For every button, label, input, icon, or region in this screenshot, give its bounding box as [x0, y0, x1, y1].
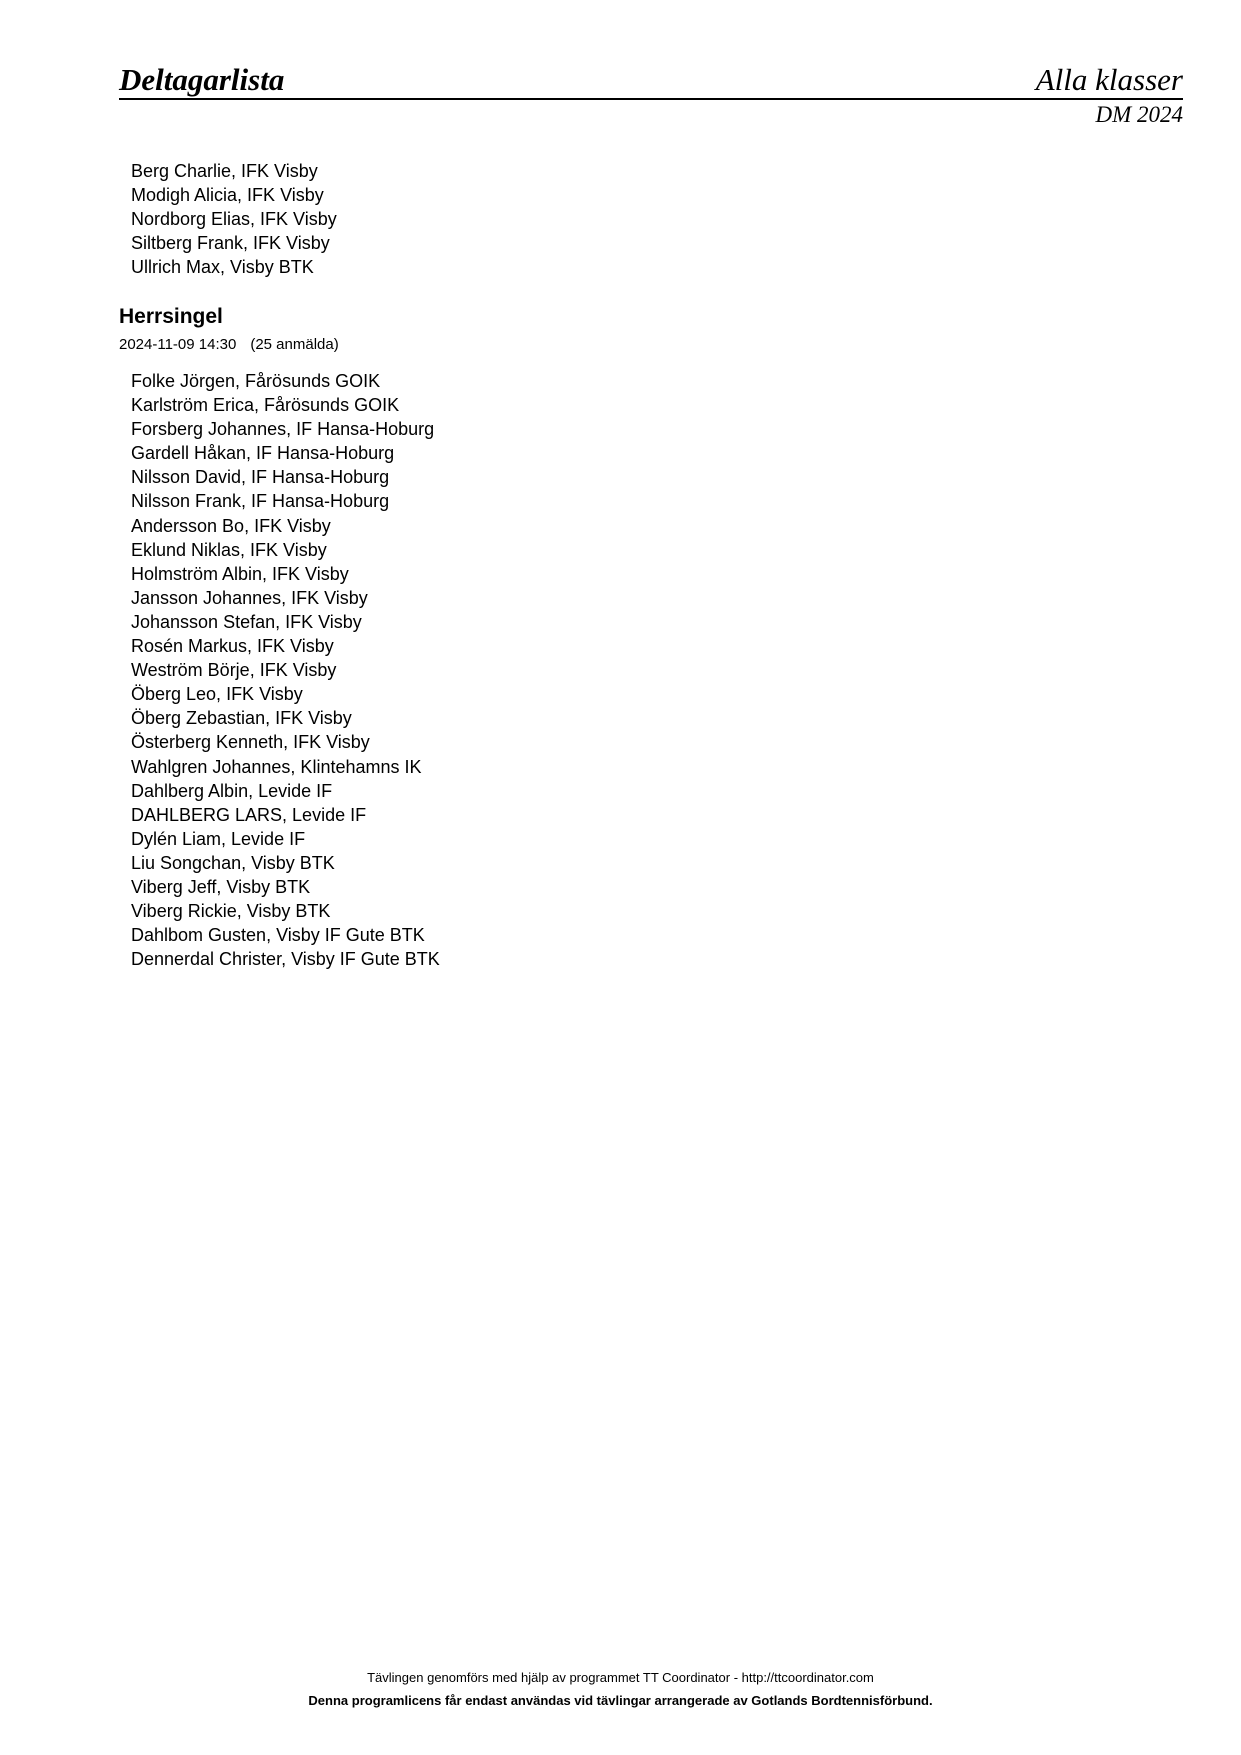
list-item: Holmström Albin, IFK Visby	[131, 563, 349, 584]
section-title: Herrsingel	[119, 305, 223, 328]
section-meta	[119, 335, 339, 354]
section-datetime: 2024-11-09 14:30	[119, 336, 237, 353]
list-item: Berg Charlie, IFK Visby	[131, 161, 318, 181]
list-item: Nilsson Frank, IF Hansa-Hoburg	[131, 491, 390, 512]
list-item: Öberg Leo, IFK Visby	[131, 684, 303, 705]
class-label: Alla klasser	[1035, 62, 1183, 97]
list-item: Forsberg Johannes, IF Hansa-Hoburg	[131, 419, 435, 440]
list-item: Eklund Niklas, IFK Visby	[131, 539, 327, 560]
document-title: Deltagarlista	[119, 62, 285, 97]
list-item: Gardell Håkan, IF Hansa-Hoburg	[131, 443, 395, 464]
list-item: Liu Songchan, Visby BTK	[131, 852, 335, 873]
continued-participant-list	[131, 159, 337, 279]
page-header	[119, 60, 1183, 100]
list-item: Karlström Erica, Fårösunds GOIK	[131, 395, 400, 416]
list-item: Viberg Rickie, Visby BTK	[131, 901, 331, 922]
list-item: Nilsson David, IF Hansa-Hoburg	[131, 467, 390, 488]
list-item: Johansson Stefan, IFK Visby	[131, 611, 362, 632]
event-name: DM 2024	[1095, 102, 1183, 127]
list-item: Dennerdal Christer, Visby IF Gute BTK	[131, 949, 440, 970]
herrsingel-participant-list	[131, 369, 440, 971]
list-item: Wahlgren Johannes, Klintehamns IK	[131, 756, 422, 777]
list-item: Viberg Jeff, Visby BTK	[131, 876, 311, 897]
list-item: Nordborg Elias, IFK Visby	[131, 209, 337, 230]
list-item: Ullrich Max, Visby BTK	[131, 257, 314, 278]
footer-license: Denna programlicens får endast användas vid tävlingar arrangerade av Gotlands Bordtennisförbund.	[308, 1693, 933, 1708]
list-item: Weström Börje, IFK Visby	[131, 660, 337, 681]
list-item: Jansson Johannes, IFK Visby	[131, 587, 368, 608]
list-item: Österberg Kenneth, IFK Visby	[131, 732, 370, 753]
list-item: DAHLBERG LARS, Levide IF	[131, 804, 367, 825]
list-item: Siltberg Frank, IFK Visby	[131, 233, 330, 254]
list-item: Dahlbom Gusten, Visby IF Gute BTK	[131, 925, 425, 946]
list-item: Rosén Markus, IFK Visby	[131, 636, 334, 657]
list-item: Dylén Liam, Levide IF	[131, 828, 306, 849]
list-item: Öberg Zebastian, IFK Visby	[131, 708, 352, 729]
list-item: Folke Jörgen, Fårösunds GOIK	[131, 371, 381, 391]
footer-credit: Tävlingen genomförs med hjälp av programmet TT Coordinator - http://ttcoordinator.com	[367, 1670, 874, 1685]
list-item: Modigh Alicia, IFK Visby	[131, 185, 324, 206]
list-item: Dahlberg Albin, Levide IF	[131, 780, 333, 801]
list-item: Andersson Bo, IFK Visby	[131, 515, 331, 536]
registration-count: (25 anmälda)	[250, 336, 339, 353]
